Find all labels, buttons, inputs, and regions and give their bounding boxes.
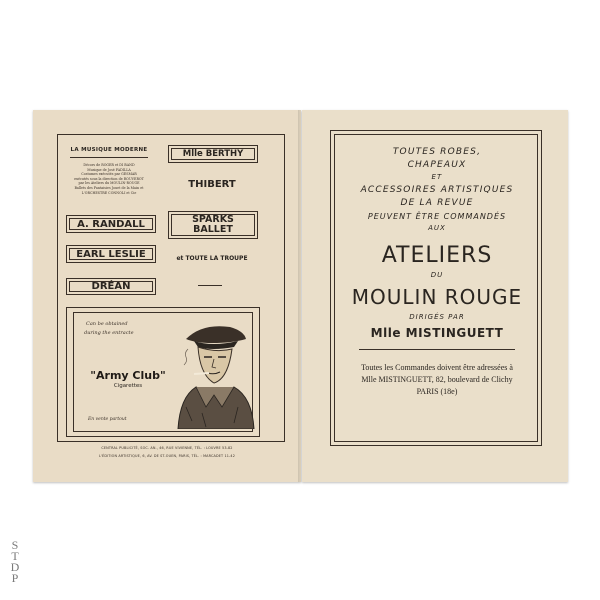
diriges-par-label: DIRIGÉS PAR: [409, 313, 465, 321]
advert-product: Cigarettes: [113, 383, 143, 389]
watermark-letter: P: [11, 571, 19, 585]
left-page: [33, 110, 301, 482]
credit-line: exécutés sous la direction de ROUVEROT: [74, 176, 144, 181]
watermark-letter: S: [11, 538, 19, 552]
order-line1: Toutes les Commandes doivent être adressées à: [361, 363, 513, 372]
right-page: [302, 110, 568, 482]
right-frame: [330, 130, 542, 446]
text-line: TOUTES ROBES,: [392, 147, 482, 157]
watermark-letter: T: [11, 549, 19, 563]
performer-name: BALLET: [193, 224, 233, 235]
credit-line: Costumes exécutés par GESMAR: [81, 172, 137, 177]
credits-block: [66, 163, 152, 195]
performer-thibert: THIBERT: [188, 179, 236, 190]
name-box-leslie: [66, 245, 156, 263]
text-line: ACCESSOIRES ARTISTIQUES: [360, 185, 514, 195]
left-frame: [57, 134, 285, 442]
credit-line: Ballets des Fantaisies Jouet de la Main et: [74, 185, 144, 190]
text-line: PEUVENT ÊTRE COMMANDÉS: [367, 212, 507, 221]
text-line: DE LA REVUE: [400, 198, 474, 208]
name-box-sparks: [168, 211, 258, 239]
performer-name: Mlle BERTHY: [182, 149, 244, 159]
name-box-drean: [66, 278, 156, 295]
advert-brand: "Army Club": [90, 369, 166, 382]
soldier-illustration: [172, 317, 256, 429]
credit-line: Musique de José PADILLA: [87, 167, 131, 172]
performer-name: A. RANDALL: [77, 218, 145, 230]
ateliers-heading: ATELIERS: [381, 243, 493, 268]
credit-line: Décors de ROGER et DI BAND: [83, 163, 135, 167]
text-line: ET: [431, 173, 443, 181]
right-inner-frame: [334, 134, 538, 442]
performer-name: EARL LESLIE: [76, 248, 146, 260]
divider: [198, 285, 222, 286]
performer-name: DRÉAN: [91, 281, 131, 292]
army-club-advert: [66, 307, 260, 437]
performer-troupe: et TOUTE LA TROUPE: [176, 255, 248, 262]
advert-line2: during the entracte: [84, 330, 134, 336]
watermark-letter: D: [10, 560, 20, 574]
order-line3: PARIS (18e): [416, 387, 458, 396]
order-line2: Mlle MISTINGUETT, 82, boulevard de Clichy: [361, 375, 513, 384]
credit-line: L'ORCHESTRE CONNOLI et Cie: [81, 190, 137, 195]
du-label: DU: [430, 271, 444, 279]
printer-footer-line1: CENTRAL PUBLICITÉ, SOC. AN., 46, RUE VIVIENNE, TÉL. : LOUVRE 53-82: [101, 446, 233, 450]
text-line: CHAPEAUX: [407, 160, 467, 170]
credit-line: par les Ateliers du MOULIN-ROUGE: [78, 181, 140, 186]
divider: [359, 349, 515, 350]
advert-inner-frame: [73, 312, 253, 432]
text-line: AUX: [428, 224, 446, 232]
watermark-logo: [6, 540, 24, 584]
printer-footer-line2: L'ÉDITION ARTISTIQUE, 6, AV. DE ST-OUEN, PARIS, TÉL. : MARCADET 11-42: [98, 454, 236, 458]
orchestra-title: LA MUSIQUE MODERNE: [70, 147, 148, 153]
name-box-berthy: [168, 145, 258, 163]
mistinguett-name: Mlle MISTINGUETT: [370, 326, 504, 340]
moulin-rouge-heading: MOULIN ROUGE: [351, 285, 523, 309]
performer-name: SPARKS: [192, 214, 234, 225]
divider: [70, 157, 148, 158]
advert-footer: En vente partout: [88, 417, 127, 422]
advert-line1: Can be obtained: [86, 321, 128, 327]
name-box-randall: [66, 215, 156, 233]
